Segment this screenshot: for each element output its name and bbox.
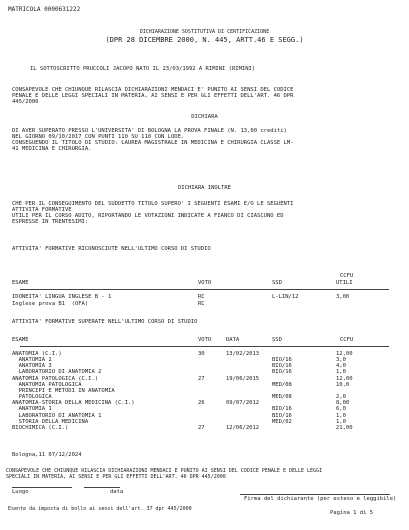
table-cell-cfu: 3,00 <box>336 294 350 300</box>
table-cell-esame: ANATOMIA PATOLOGICA (C.I.) <box>12 375 99 382</box>
luogo-label: Luogo <box>12 489 29 495</box>
table-cell-cfu: 2,0 <box>336 394 346 401</box>
section-title: ATTIVITA' FORMATIVE RICONOSCIUTE NELL'ULTIMO CORSO DI STUDIO <box>12 246 211 252</box>
table-cell-cfu: 1,0 <box>336 369 346 376</box>
table-cell-ssd: BIO/16 <box>272 406 292 413</box>
document-subtitle: (DPR 28 DICEMBRE 2000, N. 445, ARTT.46 E SEGG.) <box>105 36 304 44</box>
document-title: DICHIARAZIONE SOSTITUTIVA DI CERTIFICAZIONE <box>139 29 270 35</box>
column-header-cfu: CCFU <box>340 273 354 279</box>
table-cell-ssd: MED/08 <box>272 394 292 401</box>
table-cell-ssd: L-LIN/12 <box>272 294 299 300</box>
table-cell-esame: ANATOMIA 3 <box>12 363 52 370</box>
dichiara-inoltre-line: ATTIVITA FORMATIVE <box>12 207 72 213</box>
table-cell-cfu: 6,0 <box>336 406 346 413</box>
consapevole-line: PENALE E DELLE LEGGI SPECIALI IN MATERIA, AI SENSI E PER GLI EFFETTI DELL'ART. 46 DPR <box>12 93 294 99</box>
table-cell-esame: BIOCHIMICA (C.I.) <box>12 424 69 431</box>
table-cell-esame: ANATOMIA PATOLOGICA <box>12 381 82 388</box>
matricola: MATRICOLA 0000631222 <box>8 6 81 13</box>
table-cell-data: 19/06/2015 <box>226 375 260 382</box>
table-cell-esame: Inglese prova B1 (OFA) <box>12 301 89 307</box>
dichiara-line: CONSEGUENDO IL TITOLO DI STUDIO: LAUREA MAGISTRALE IN MEDICINA E CHIRURGIA CLASSE LM- <box>12 140 294 146</box>
data-line <box>84 487 120 488</box>
table-cell-data: 12/06/2012 <box>226 424 260 431</box>
column-header-ssd: SSD <box>272 337 282 343</box>
table-cell-cfu: 12,00 <box>336 375 353 382</box>
column-header-esame: ESAME <box>12 337 29 343</box>
consapevole-line: CONSAPEVOLE CHE CHIUNQUE RILASCIA DICHIARAZIONI MENDACI E' PUNITO AI SENSI DEL CODICE <box>12 87 294 93</box>
column-header-voto: VOTO <box>198 337 212 343</box>
table-cell-voto: 30 <box>198 351 205 357</box>
dichiara-line: NEL GIORNO 09/10/2017 CON PUNTI 110 SU 110 CON LODE. <box>12 134 185 140</box>
table-cell-ssd: MED/08 <box>272 381 292 388</box>
table-cell-cfu: 1,0 <box>336 418 346 425</box>
data-label: data <box>110 489 124 495</box>
signature-line <box>240 494 390 495</box>
esente-note: Esente da imposta di bollo ai sensi dell'art. 37 dpr 445/2000 <box>8 506 192 512</box>
table-cell-voto: 26 <box>198 400 205 407</box>
table-cell-esame: ANATOMIA-STORIA DELLA MEDICINA (C.I.) <box>12 400 135 407</box>
table-cell-esame: STORIA DELLA MEDICINA <box>12 418 89 425</box>
table-divider <box>20 289 389 290</box>
table-cell-esame: ANATOMIA (C.I.) <box>12 351 62 357</box>
table-cell-ssd: MED/02 <box>272 418 292 425</box>
table-cell-esame: PRINCIPI E METODI IN ANATOMIA <box>12 387 115 394</box>
section-title: ATTIVITA' FORMATIVE SUPERATE NELL'ULTIMO CORSO DI STUDIO <box>12 319 198 325</box>
table-cell-esame: LABORATORIO DI ANATOMIA 1 <box>12 412 102 419</box>
table-cell-ssd: BIO/16 <box>272 363 292 370</box>
table-cell-cfu: 21,00 <box>336 424 353 431</box>
dichiara-inoltre-line: ESPRESSE IN TRENTESIMI: <box>12 219 89 225</box>
table-cell-esame: ANATOMIA 2 <box>12 357 52 364</box>
luogo-line <box>12 487 72 488</box>
table-cell-cfu: 3,0 <box>336 357 346 364</box>
page-number: Pagina 1 di 5 <box>330 510 374 516</box>
table-cell-voto: RC <box>198 294 205 300</box>
table-cell-cfu: 8,00 <box>336 400 350 407</box>
footer-consapevole-line: SPECIALI IN MATERIA, AI SENSI E PER GLI EFFETTI DELL'ART. 46 DPR 445/2000 <box>6 474 226 480</box>
column-header-cfu-utili: UTILI <box>336 280 353 286</box>
column-header-esame: ESAME <box>12 280 29 286</box>
table-cell-cfu: 10,0 <box>336 381 350 388</box>
firma-label: Firma del dichiarante (per esteso e leggibile) <box>244 496 397 502</box>
table-cell-cfu: 12,00 <box>336 351 353 357</box>
table-divider <box>20 346 389 347</box>
column-header-data: DATA <box>226 337 240 343</box>
place-date: Bologna,11 07/12/2024 <box>12 452 82 458</box>
dichiara-inoltre-line: CHE PER IL CONSEGUIMENTO DEL SUDDETTO TITOLO SUPERO' I SEGUENTI ESAMI E/O LE SEGUENTI <box>12 201 294 207</box>
table-cell-esame: LABORATORIO DI ANATOMIA 2 <box>12 369 102 376</box>
column-header-cfu: CCFU <box>340 337 354 343</box>
table-cell-esame: PATOLOGICA <box>12 394 52 401</box>
dichiara-line: 41 MEDICINA E CHIRURGIA. <box>12 146 92 152</box>
dichiara-inoltre-heading: DICHIARA INOLTRE <box>178 185 231 191</box>
dichiara-line: DI AVER SUPERATO PRESSO L'UNIVERSITA' DI BOLOGNA LA PROVA FINALE (N. 13,00 crediti) <box>12 128 287 134</box>
table-cell-voto: 27 <box>198 375 205 382</box>
dichiara-inoltre-line: UTILI PER IL CORSO ADITO, RIPORTANDO LE VOTAZIONI INDICATE A FIANCO DI CIASCUNO ED <box>12 213 284 219</box>
table-cell-voto: RC <box>198 301 205 307</box>
column-header-ssd: SSD <box>272 280 282 286</box>
column-header-voto: VOTO <box>198 280 212 286</box>
table-cell-ssd: BIO/16 <box>272 357 292 364</box>
sottoscritto-line: IL SOTTOSCRITTO PRUCCOLI JACOPO NATO IL 23/03/1992 A RIMINI (RIMINI) <box>30 66 256 72</box>
footer-consapevole-line: CONSAPEVOLE CHE CHIUNQUE RILASCIA DICHIARAZIONI MENDACI E PUNITO AI SENSI DEL CODICE PENALE E DELLE LEGGI <box>6 468 323 474</box>
table-cell-data: 09/07/2012 <box>226 400 260 407</box>
table-cell-ssd: BIO/16 <box>272 412 292 419</box>
table-cell-cfu: 4,0 <box>336 363 346 370</box>
table-cell-esame: IDONEITA' LINGUA INGLESE B - 1 <box>12 294 112 300</box>
table-cell-voto: 27 <box>198 424 205 431</box>
consapevole-line: 445/2000 <box>12 99 39 105</box>
table-cell-ssd: BIO/16 <box>272 369 292 376</box>
table-cell-esame: ANATOMIA 1 <box>12 406 52 413</box>
dichiara-heading: DICHIARA <box>191 114 218 120</box>
table-cell-cfu: 1,0 <box>336 412 346 419</box>
table-cell-data: 13/02/2013 <box>226 351 260 357</box>
